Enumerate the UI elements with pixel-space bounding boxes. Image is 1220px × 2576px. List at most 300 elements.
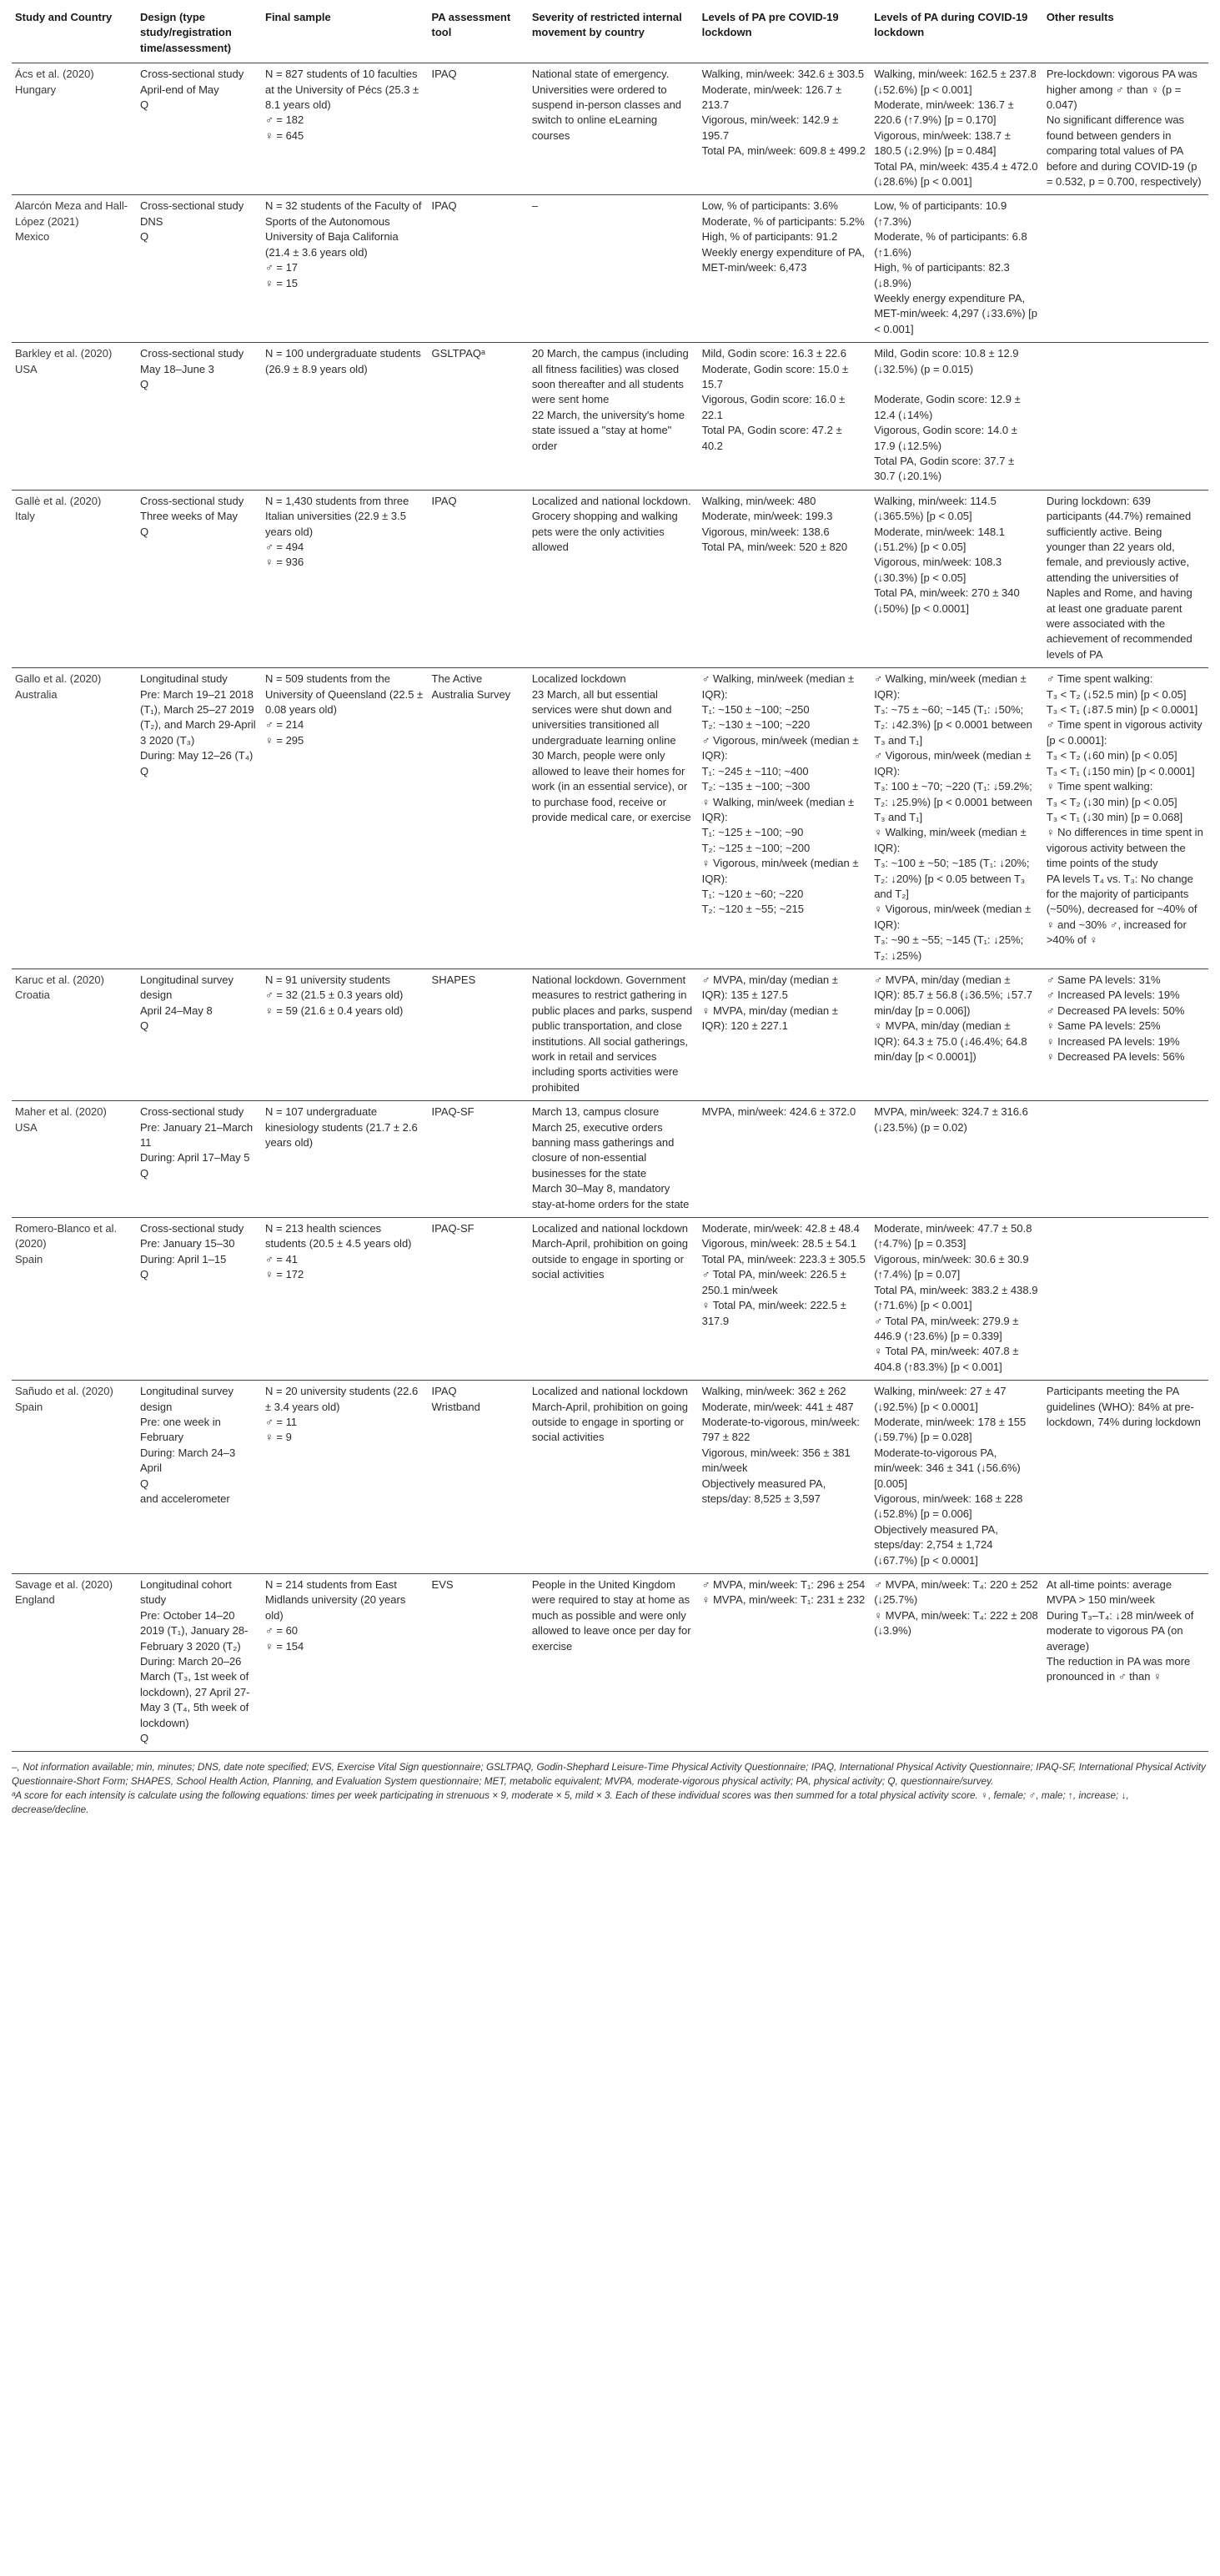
- cell-line: Vigorous, min/week: 30.6 ± 30.9 (↑7.4%) [p = 0.07]: [874, 1252, 1029, 1281]
- cell-line: ♀ Time spent walking:: [1046, 780, 1153, 793]
- cell-line: Moderate, min/week: 47.7 ± 50.8 (↑4.7%) [p = 0.353]: [874, 1222, 1032, 1250]
- cell-line: N = 509 students from the University of Queensland (22.5 ± 0.08 years old): [265, 672, 424, 717]
- cell-line: ♂ Vigorous, min/week (median ± IQR):: [701, 733, 859, 762]
- cell-line: Cross-sectional study: [140, 494, 244, 507]
- tool-cell: [429, 63, 529, 195]
- cell-line: Moderate, min/week: 199.3: [701, 510, 833, 523]
- table-row: [12, 1101, 1208, 1218]
- cell-line: March 25, executive orders banning mass gatherings and closure of non-essential businesses for the state: [531, 1120, 675, 1180]
- cell-line: March-April, prohibition on going outside to engage in sporting or social activities: [531, 1400, 688, 1444]
- design-cell: [137, 490, 262, 667]
- cell-line: ♀ = 295: [265, 733, 304, 747]
- cell-line: Q: [140, 525, 149, 538]
- sample-cell: [262, 1381, 429, 1574]
- cell-line: Walking, min/week: 362 ± 262: [701, 1385, 846, 1398]
- cell-line: T₃: 100 ± ~70; ~220 (T₁: ↓59.2%; T₂: ↓25.9%) [p < 0.0001 between T₃ and T₁]: [874, 780, 1032, 823]
- cell-line: March-April, prohibition on going outside to engage in sporting or social activities: [531, 1237, 688, 1281]
- pre-lockdown-cell: [699, 668, 871, 969]
- table-row: [12, 668, 1208, 969]
- cell-line: [1047, 1221, 1203, 1236]
- cell-line: Walking, min/week: 27 ± 47 (↓92.5%) [p < 0.0001]: [874, 1385, 1007, 1413]
- cell-line: Cross-sectional study: [140, 199, 244, 213]
- cell-line: March 30–May 8, mandatory stay-at-home orders for the state: [531, 1182, 690, 1210]
- restriction-cell: [529, 1101, 699, 1218]
- other-results-cell: [1043, 1381, 1208, 1574]
- cell-line: T₂: ~125 ± ~100; ~200: [701, 841, 811, 854]
- cell-line: Walking, min/week: 480: [701, 494, 816, 507]
- study-cell: [12, 969, 137, 1100]
- cell-line: ♂ = 494: [265, 541, 304, 553]
- cell-line: T₃ < T₂ (↓60 min) [p < 0.05]: [1046, 749, 1177, 762]
- restriction-cell: [529, 1218, 699, 1381]
- cell-line: 20 March, the campus (including all fitness facilities) was closed soon thereafter and all students were sent home: [531, 347, 689, 406]
- cell-line: IPAQ: [431, 494, 457, 507]
- restriction-cell: [529, 63, 699, 195]
- cell-line: Q: [140, 1268, 149, 1281]
- cell-line: ♂ MVPA, min/day (median ± IQR): 135 ± 127.5: [701, 973, 838, 1002]
- cell-line: ♂ Walking, min/week (median ± IQR):: [701, 672, 855, 701]
- during-lockdown-cell: [871, 1381, 1043, 1574]
- restriction-cell: [529, 1574, 699, 1752]
- restriction-cell: [529, 490, 699, 667]
- cell-line: DNS: [140, 214, 163, 228]
- design-cell: [137, 668, 262, 969]
- cell-line: No significant difference was found between genders in comparing total values of PA before and during COVID-19 (p = 0.532, p = 0.700, respectively): [1046, 113, 1202, 189]
- cell-line: IPAQ: [431, 68, 457, 81]
- during-lockdown-cell: [871, 490, 1043, 667]
- tool-cell: [429, 490, 529, 667]
- cell-line: [1047, 346, 1203, 361]
- cell-line: Q: [140, 98, 149, 112]
- design-cell: [137, 343, 262, 491]
- cell-line: Pre: October 14–20 2019 (T₁), January 28-February 3 2020 (T₂): [140, 1608, 249, 1653]
- cell-line: Romero-Blanco et al. (2020): [15, 1222, 118, 1250]
- cell-line: Gallè et al. (2020): [15, 494, 102, 507]
- cell-line: N = 100 undergraduate students (26.9 ± 8.9 years old): [265, 347, 421, 375]
- cell-line: 23 March, all but essential services were shut down and universities transitioned all undergraduate learning online: [531, 687, 676, 747]
- cell-line: Pre: March 19–21 2018 (T₁), March 25–27 2019 (T₂), and March 29-April 3 2020 (T₃): [140, 687, 256, 747]
- cell-line: Ács et al. (2020): [15, 68, 94, 81]
- sample-cell: [262, 63, 429, 195]
- cell-line: Total PA, min/week: 383.2 ± 438.9 (↑71.6%) [p < 0.001]: [874, 1283, 1038, 1312]
- other-results-cell: [1043, 63, 1208, 195]
- column-header: Design (type study/registration time/assessment): [137, 7, 262, 63]
- cell-line: [874, 377, 1038, 392]
- cell-line: USA: [15, 362, 38, 375]
- cell-line: N = 827 students of 10 faculties at the University of Pécs (25.3 ± 8.1 years old): [265, 68, 419, 112]
- cell-line: Vigorous, min/week: 168 ± 228 (↓52.8%) [p = 0.006]: [874, 1492, 1023, 1521]
- cell-line: Q: [140, 764, 149, 777]
- cell-line: Q: [140, 1019, 149, 1033]
- cell-line: People in the United Kingdom were required to stay at home as much as possible and were only allowed to leave once per day for exercise: [531, 1578, 691, 1653]
- cell-line: Moderate, % of participants: 6.8 (↑1.6%): [874, 230, 1027, 259]
- restriction-cell: [529, 343, 699, 491]
- tool-cell: [429, 1381, 529, 1574]
- study-cell: [12, 63, 137, 195]
- cell-line: April 24–May 8: [140, 1004, 213, 1017]
- cell-line: Pre-lockdown: vigorous PA was higher among ♂ than ♀ (p = 0.047): [1046, 68, 1197, 112]
- design-cell: [137, 63, 262, 195]
- cell-line: Mild, Godin score: 16.3 ± 22.6: [701, 347, 846, 360]
- cell-line: ♀ = 59 (21.6 ± 0.4 years old): [265, 1004, 404, 1017]
- column-header: Levels of PA pre COVID-19 lockdown: [699, 7, 871, 63]
- cell-line: ♀ = 154: [265, 1639, 304, 1653]
- cell-line: Pre: January 21–March 11: [140, 1120, 254, 1150]
- cell-line: ♀ Same PA levels: 25%: [1046, 1019, 1161, 1033]
- cell-line: PA levels T₄ vs. T₃: No change for the majority of participants (~50%), decreased for ~40% of ♀ and ~30% ♂, increased for >40% of ♀: [1046, 872, 1197, 947]
- cell-line: Cross-sectional study: [140, 68, 244, 81]
- cell-line: [1047, 199, 1203, 214]
- cell-line: N = 32 students of the Faculty of Sports of the Autonomous University of Baja California (21.4 ± 3.6 years old): [265, 199, 422, 259]
- pre-lockdown-cell: [699, 63, 871, 195]
- cell-line: Spain: [15, 1400, 43, 1413]
- cell-line: ♂ = 182: [265, 113, 304, 127]
- cell-line: ♀ Increased PA levels: 19%: [1046, 1034, 1180, 1048]
- cell-line: ♂ = 32 (21.5 ± 0.3 years old): [265, 989, 404, 1002]
- tool-cell: [429, 343, 529, 491]
- cell-line: ♀ No differences in time spent in vigorous activity between the time points of the study: [1046, 826, 1203, 870]
- cell-line: ♂ = 17: [265, 261, 299, 274]
- other-results-cell: [1043, 490, 1208, 667]
- cell-line: ♀ Total PA, min/week: 222.5 ± 317.9: [701, 1299, 846, 1327]
- cell-line: Localized and national lockdown: [531, 1385, 688, 1398]
- cell-line: N = 91 university students: [265, 973, 390, 986]
- column-header: Other results: [1043, 7, 1208, 63]
- column-header: PA assessment tool: [429, 7, 529, 63]
- pre-lockdown-cell: [699, 490, 871, 667]
- restriction-cell: [529, 195, 699, 343]
- cell-line: Weekly energy expenditure PA, MET-min/week: 4,297 (↓33.6%) [p < 0.001]: [874, 291, 1038, 335]
- column-header: Levels of PA during COVID-19 lockdown: [871, 7, 1043, 63]
- cell-line: USA: [15, 1120, 38, 1134]
- cell-line: At all-time points: average MVPA > 150 min/week: [1046, 1578, 1172, 1607]
- design-cell: [137, 1218, 262, 1381]
- during-lockdown-cell: [871, 668, 1043, 969]
- sample-cell: [262, 1218, 429, 1381]
- cell-line: ♀ Walking, min/week (median ± IQR):: [701, 795, 855, 823]
- cell-line: ♀ = 9: [265, 1431, 292, 1444]
- pre-lockdown-cell: [699, 1574, 871, 1752]
- cell-line: Moderate, min/week: 42.8 ± 48.4: [701, 1222, 860, 1235]
- table-header: [12, 7, 1208, 63]
- cell-line: Total PA, min/week: 270 ± 340 (↓50%) [p < 0.0001]: [874, 586, 1020, 615]
- cell-line: ♂ Total PA, min/week: 226.5 ± 250.1 min/week: [701, 1268, 846, 1296]
- cell-line: T₃ < T₂ (↓30 min) [p < 0.05]: [1046, 795, 1177, 808]
- cell-line: [1047, 1104, 1203, 1119]
- cell-line: N = 213 health sciences students (20.5 ± 4.5 years old): [265, 1222, 412, 1250]
- cell-line: Participants meeting the PA guidelines (WHO): 84% at pre-lockdown, 74% during lockdown: [1046, 1385, 1201, 1428]
- cell-line: Total PA, min/week: 435.4 ± 472.0 (↓28.6%) [p < 0.001]: [874, 159, 1038, 189]
- cell-line: MVPA, min/week: 324.7 ± 316.6 (↓23.5%) (p = 0.02): [874, 1105, 1028, 1134]
- cell-line: Localized and national lockdown: [531, 1222, 688, 1235]
- cell-line: Longitudinal cohort study: [140, 1578, 232, 1607]
- cell-line: Australia: [15, 687, 58, 701]
- during-lockdown-cell: [871, 63, 1043, 195]
- cell-line: IPAQ-SF: [431, 1105, 474, 1119]
- cell-line: During T₃–T₄: ↓28 min/week of moderate to vigorous PA (on average): [1046, 1608, 1194, 1653]
- cell-line: T₁: ~125 ± ~100; ~90: [701, 826, 804, 839]
- cell-line: ♂ Walking, min/week (median ± IQR):: [874, 672, 1027, 701]
- cell-line: Localized lockdown: [531, 672, 626, 686]
- column-header: Study and Country: [12, 7, 137, 63]
- cell-line: Mexico: [15, 230, 50, 244]
- pre-lockdown-cell: [699, 343, 871, 491]
- cell-line: Hungary: [15, 83, 57, 96]
- cell-line: 30 March, people were only allowed to leave their homes for work (in an essential service), or to purchase food, receive or provide medical care, or exercise: [531, 749, 691, 823]
- cell-line: Q: [140, 377, 149, 390]
- cell-line: During: March 20–26 March (T₃, 1st week of lockdown), 27 April 27-May 3 (T₄, 5th week of lockdown): [140, 1655, 250, 1729]
- cell-line: Cross-sectional study: [140, 347, 244, 360]
- cell-line: Barkley et al. (2020): [15, 347, 113, 360]
- cell-line: N = 1,430 students from three Italian universities (22.9 ± 3.5 years old): [265, 494, 409, 538]
- cell-line: Low, % of participants: 3.6%: [701, 199, 838, 213]
- cell-line: High, % of participants: 82.3 (↓8.9%): [874, 261, 1010, 289]
- cell-line: T₃: ~75 ± ~60; ~145 (T₁: ↓50%; T₂: ↓42.3%) [p < 0.0001 between T₃ and T₁]: [874, 703, 1032, 747]
- tool-cell: [429, 1574, 529, 1752]
- cell-line: ♀ = 15: [265, 276, 299, 289]
- during-lockdown-cell: [871, 343, 1043, 491]
- cell-line: EVS: [431, 1578, 454, 1591]
- cell-line: Moderate, min/week: 126.7 ± 213.7: [701, 83, 842, 112]
- cell-line: ♀ = 645: [265, 128, 304, 142]
- during-lockdown-cell: [871, 195, 1043, 343]
- cell-line: ♂ MVPA, min/week: T₁: 296 ± 254: [701, 1578, 866, 1591]
- cell-line: Mild, Godin score: 10.8 ± 12.9 (↓32.5%) (p = 0.015): [874, 347, 1019, 375]
- cell-line: Karuc et al. (2020): [15, 973, 104, 986]
- cell-line: N = 214 students from East Midlands university (20 years old): [265, 1578, 406, 1622]
- study-cell: [12, 1101, 137, 1218]
- cell-line: Q: [140, 1732, 149, 1745]
- cell-line: Vigorous, min/week: 138.6: [701, 525, 830, 538]
- cell-line: ♀ Walking, min/week (median ± IQR):: [874, 826, 1027, 854]
- cell-line: ♂ Time spent in vigorous activity [p < 0.0001]:: [1046, 718, 1202, 747]
- table-row: [12, 1218, 1208, 1381]
- study-cell: [12, 1381, 137, 1574]
- study-cell: [12, 343, 137, 491]
- cell-line: T₂: ~130 ± ~100; ~220: [701, 718, 811, 732]
- tool-cell: [429, 668, 529, 969]
- cell-line: Alarcón Meza and Hall-López (2021): [15, 199, 128, 228]
- sample-cell: [262, 668, 429, 969]
- other-results-cell: [1043, 668, 1208, 969]
- cell-line: Three weeks of May: [140, 510, 238, 523]
- cell-line: Vigorous, min/week: 142.9 ± 195.7: [701, 113, 839, 142]
- cell-line: Moderate-to-vigorous PA, min/week: 346 ± 341 (↓56.6%) [0.005]: [874, 1446, 1021, 1490]
- sample-cell: [262, 969, 429, 1100]
- other-results-cell: [1043, 343, 1208, 491]
- table-row: [12, 343, 1208, 491]
- cell-line: ♂ = 11: [265, 1415, 298, 1428]
- restriction-cell: [529, 969, 699, 1100]
- cell-line: Longitudinal study: [140, 672, 228, 686]
- cell-line: The reduction in PA was more pronounced in ♂ than ♀: [1046, 1655, 1191, 1683]
- cell-line: Moderate, min/week: 136.7 ± 220.6 (↑7.9%) [p = 0.170]: [874, 98, 1014, 127]
- cell-line: Objectively measured PA, steps/day: 8,525 ± 3,597: [701, 1477, 826, 1505]
- cell-line: Vigorous, min/week: 28.5 ± 54.1: [701, 1237, 856, 1250]
- cell-line: National state of emergency. Universities were ordered to suspend in-person classes and switch to online eLearning courses: [531, 68, 682, 142]
- cell-line: ♂ Total PA, min/week: 279.9 ± 446.9 (↑23.6%) [p = 0.339]: [874, 1314, 1019, 1342]
- cell-line: ♂ Vigorous, min/week (median ± IQR):: [874, 749, 1032, 777]
- cell-line: T₃ < T₂ (↓52.5 min) [p < 0.05]: [1046, 687, 1187, 701]
- during-lockdown-cell: [871, 1574, 1043, 1752]
- pre-lockdown-cell: [699, 1218, 871, 1381]
- cell-line: Pre: one week in February: [140, 1415, 221, 1444]
- cell-line: Q: [140, 1477, 149, 1490]
- cell-line: 22 March, the university's home state issued a "stay at home" order: [531, 408, 685, 452]
- design-cell: [137, 1574, 262, 1752]
- cell-line: Italy: [15, 510, 35, 523]
- cell-line: Total PA, min/week: 520 ± 820: [701, 541, 848, 553]
- cell-line: Maher et al. (2020): [15, 1105, 107, 1119]
- cell-line: Moderate, Godin score: 12.9 ± 12.4 (↓14%): [874, 393, 1021, 421]
- table-row: [12, 195, 1208, 343]
- table-row: [12, 1574, 1208, 1752]
- cell-line: Walking, min/week: 114.5 (↓365.5%) [p < 0.05]: [874, 494, 997, 523]
- cell-line: GSLTPAQᵃ: [431, 347, 485, 360]
- cell-line: ♀ MVPA, min/week: T₁: 231 ± 232: [701, 1593, 866, 1607]
- restriction-cell: [529, 1381, 699, 1574]
- sample-cell: [262, 1574, 429, 1752]
- other-results-cell: [1043, 969, 1208, 1100]
- design-cell: [137, 969, 262, 1100]
- cell-line: Walking, min/week: 342.6 ± 303.5: [701, 68, 865, 81]
- footnote-a: ᵃA score for each intensity is calculate using the following equations: times per week participating in strenuous × 9, moderate × 5, mild × 3. Each of these individual scores was then summed for a total physical activity score. ♀, female; ♂, male; ↑, increase; ↓, decrease/decline.: [12, 1789, 1129, 1816]
- cell-line: SHAPES: [431, 973, 476, 986]
- design-cell: [137, 1101, 262, 1218]
- during-lockdown-cell: [871, 1101, 1043, 1218]
- study-cell: [12, 1218, 137, 1381]
- during-lockdown-cell: [871, 969, 1043, 1100]
- cell-line: National lockdown. Government measures to restrict gathering in public places and parks, suspend public transportation, and close institutions. All social gatherings, work in retail and services including sports activities were prohibited: [531, 973, 693, 1094]
- cell-line: Moderate, min/week: 441 ± 487: [701, 1400, 854, 1413]
- cell-line: ♂ Increased PA levels: 19%: [1046, 989, 1180, 1002]
- cell-line: England: [15, 1593, 55, 1607]
- study-cell: [12, 490, 137, 667]
- cell-line: T₃ < T₁ (↓30 min) [p = 0.068]: [1046, 810, 1183, 823]
- other-results-cell: [1043, 1218, 1208, 1381]
- tool-cell: [429, 195, 529, 343]
- cell-line: Longitudinal survey design: [140, 973, 234, 1002]
- cell-line: T₃: ~90 ± ~55; ~145 (T₁: ↓25%; T₂: ↓25%): [874, 933, 1024, 962]
- cell-line: Moderate-to-vigorous, min/week: 797 ± 822: [701, 1415, 860, 1444]
- other-results-cell: [1043, 1574, 1208, 1752]
- cell-line: N = 107 undergraduate kinesiology students (21.7 ± 2.6 years old): [265, 1105, 418, 1150]
- cell-line: Sañudo et al. (2020): [15, 1385, 113, 1398]
- cell-line: ♀ Vigorous, min/week (median ± IQR):: [701, 857, 859, 885]
- cell-line: T₃: ~100 ± ~50; ~185 (T₁: ↓20%; T₂: ↓20%) [p < 0.05 between T₃ and T₂]: [874, 857, 1030, 900]
- study-cell: [12, 195, 137, 343]
- pre-lockdown-cell: [699, 969, 871, 1100]
- cell-line: ♀ Vigorous, min/week (median ± IQR):: [874, 903, 1032, 931]
- cell-line: Walking, min/week: 162.5 ± 237.8 (↓52.6%) [p < 0.001]: [874, 68, 1037, 96]
- study-cell: [12, 668, 137, 969]
- design-cell: [137, 1381, 262, 1574]
- cell-line: Vigorous, Godin score: 16.0 ± 22.1: [701, 393, 846, 421]
- sample-cell: [262, 1101, 429, 1218]
- cell-line: Pre: January 15–30: [140, 1237, 235, 1250]
- cell-line: Vigorous, Godin score: 14.0 ± 17.9 (↓12.5%): [874, 424, 1017, 452]
- cell-line: Moderate, % of participants: 5.2%: [701, 214, 865, 228]
- cell-line: During lockdown: 639 participants (44.7%) remained sufficiently active. Being younger than 22 years old, female, and previously active, attending the universities of Naples and Rome, and having at least one graduate parent were associated with the achievement of recommended levels of PA: [1046, 494, 1192, 661]
- cell-line: High, % of participants: 91.2: [701, 230, 838, 244]
- cell-line: Weekly energy expenditure of PA, MET-min/week: 6,473: [701, 245, 865, 274]
- table-row: [12, 969, 1208, 1100]
- cell-line: Wristband: [431, 1400, 480, 1413]
- cell-line: ♂ Same PA levels: 31%: [1046, 973, 1161, 986]
- cell-line: The Active Australia Survey: [431, 672, 511, 701]
- cell-line: Moderate, Godin score: 15.0 ± 15.7: [701, 362, 849, 390]
- cell-line: IPAQ: [431, 1385, 457, 1398]
- column-header: Final sample: [262, 7, 429, 63]
- cell-line: Cross-sectional study: [140, 1105, 244, 1119]
- table-row: [12, 63, 1208, 195]
- tool-cell: [429, 1218, 529, 1381]
- cell-line: ♂ = 41: [265, 1252, 299, 1265]
- cell-line: Moderate, min/week: 148.1 (↓51.2%) [p < 0.05]: [874, 525, 1006, 553]
- table-notes: [12, 1760, 1208, 1817]
- cell-line: IPAQ-SF: [431, 1222, 474, 1235]
- cell-line: April-end of May: [140, 83, 219, 96]
- cell-line: T₂: ~135 ± ~100; ~300: [701, 780, 811, 793]
- table-row: [12, 490, 1208, 667]
- table-row: [12, 1381, 1208, 1574]
- cell-line: Q: [140, 230, 149, 244]
- cell-line: Vigorous, min/week: 138.7 ± 180.5 (↓2.9%) [p = 0.484]: [874, 128, 1011, 158]
- cell-line: ♀ MVPA, min/week: T₄: 222 ± 208 (↓3.9%): [874, 1608, 1038, 1638]
- cell-line: Vigorous, min/week: 356 ± 381 min/week: [701, 1446, 851, 1475]
- cell-line: Total PA, min/week: 223.3 ± 305.5: [701, 1252, 866, 1265]
- cell-line: During: May 12–26 (T₄): [140, 749, 254, 762]
- cell-line: Localized and national lockdown. Grocery shopping and walking pets were the only activities allowed: [531, 494, 691, 553]
- cell-line: Moderate, min/week: 178 ± 155 (↓59.7%) [p = 0.028]: [874, 1415, 1027, 1444]
- cell-line: T₃ < T₁ (↓150 min) [p < 0.0001]: [1046, 764, 1195, 777]
- cell-line: T₃ < T₁ (↓87.5 min) [p < 0.0001]: [1046, 703, 1198, 717]
- cell-line: ♂ = 214: [265, 718, 304, 732]
- cell-line: Spain: [15, 1252, 43, 1265]
- cell-line: ♀ Decreased PA levels: 56%: [1046, 1050, 1185, 1063]
- study-cell: [12, 1574, 137, 1752]
- design-cell: [137, 195, 262, 343]
- cell-line: N = 20 university students (22.6 ± 3.4 years old): [265, 1385, 419, 1413]
- cell-line: Cross-sectional study: [140, 1222, 244, 1235]
- cell-line: ♀ MVPA, min/day (median ± IQR): 64.3 ± 75.0 (↓46.4%; 64.8 min/day [p < 0.0001]): [874, 1019, 1027, 1063]
- tool-cell: [429, 969, 529, 1100]
- cell-line: Objectively measured PA, steps/day: 2,754 ± 1,724 (↓67.7%) [p < 0.0001]: [874, 1522, 998, 1567]
- cell-line: ♀ Total PA, min/week: 407.8 ± 404.8 (↑83.3%) [p < 0.001]: [874, 1345, 1019, 1373]
- abbreviations-note: –, Not information available; min, minutes; DNS, date note specified; EVS, Exercise Vital Sign questionnaire; GSLTPAQ, Godin-Shephard Leisure-Time Physical Activity Questionnaire; IPAQ, International Physical Activity Questionnaire; IPAQ-SF, International Physical Activity Questionnaire-Short Form; SHAPES, School Health Action, Planning, and Evaluation System questionnaire; MET, metabolic equivalent; MVPA, moderate-vigorous physical activity; PA, physical activity; Q, questionnaire/survey.: [12, 1761, 1206, 1788]
- cell-line: ♂ MVPA, min/day (median ± IQR): 85.7 ± 56.8 (↓36.5%; ↓57.7 min/day [p = 0.006]): [874, 973, 1033, 1017]
- cell-line: Vigorous, min/week: 108.3 (↓30.3%) [p < 0.05]: [874, 556, 1002, 584]
- results-table: [12, 7, 1208, 1752]
- pre-lockdown-cell: [699, 1381, 871, 1574]
- cell-line: During: April 17–May 5: [140, 1151, 250, 1165]
- cell-line: –: [531, 199, 539, 213]
- cell-line: Total PA, Godin score: 47.2 ± 40.2: [701, 424, 842, 452]
- table-body: [12, 63, 1208, 1752]
- cell-line: IPAQ: [431, 199, 457, 213]
- cell-line: Total PA, Godin score: 37.7 ± 30.7 (↓20.1%): [874, 454, 1015, 483]
- restriction-cell: [529, 668, 699, 969]
- during-lockdown-cell: [871, 1218, 1043, 1381]
- cell-line: During: April 1–15: [140, 1252, 227, 1265]
- cell-line: March 13, campus closure: [531, 1105, 660, 1119]
- cell-line: ♂ Time spent walking:: [1046, 672, 1153, 686]
- cell-line: Croatia: [15, 989, 50, 1002]
- sample-cell: [262, 195, 429, 343]
- cell-line: T₁: ~150 ± ~100; ~250: [701, 703, 810, 717]
- cell-line: ♂ = 60: [265, 1624, 299, 1638]
- cell-line: ♀ = 172: [265, 1268, 304, 1281]
